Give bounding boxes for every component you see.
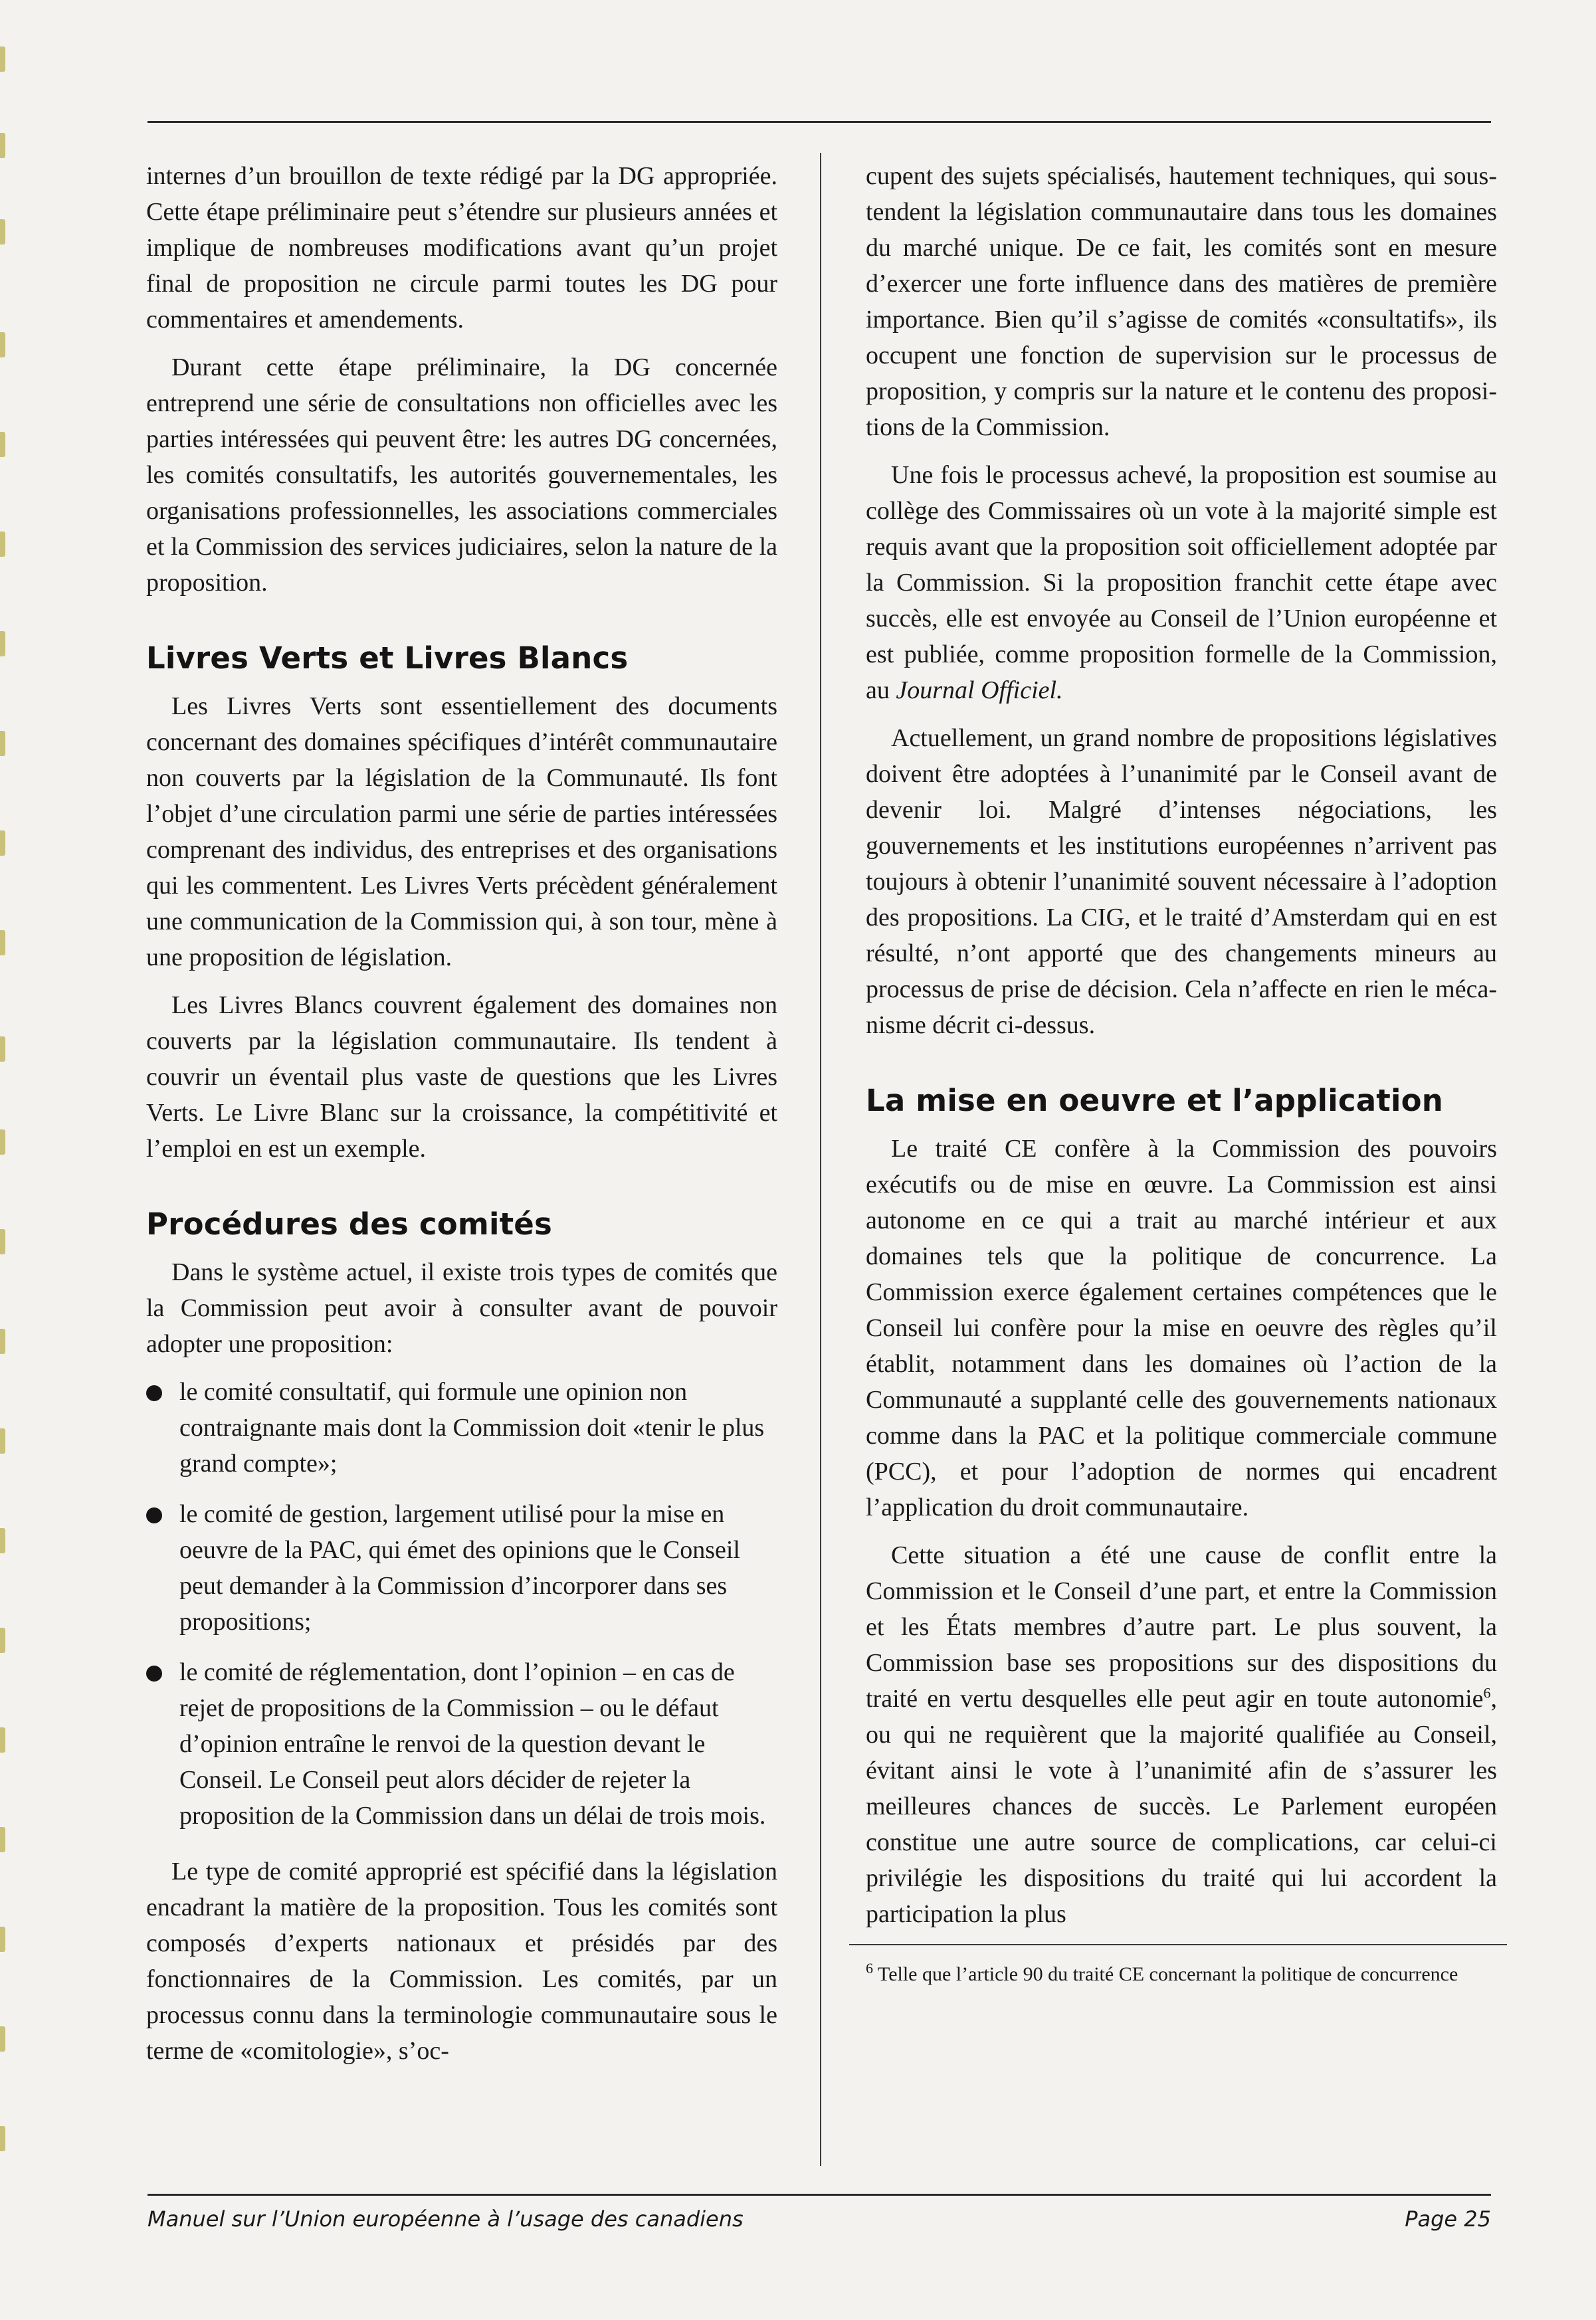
paragraph xyxy=(866,1537,1497,1932)
bullet-icon xyxy=(146,1666,162,1682)
left-column xyxy=(146,158,777,2081)
paragraph: internes d’un brouillon de texte rédigé par la DG appropriée. Cette étape préliminaire peut s’étendre sur plusieurs années et implique de nombreuses modifications avant qu’un projet final de proposition ne circule parmi toutes les DG pour commentaires et amendements. xyxy=(146,162,777,334)
paragraph: Dans le système actuel, il existe trois types de comités que la Commission peut avoir à consulter avant de pouvoir adopter une proposition: xyxy=(146,1258,777,1358)
page-number: Page 25 xyxy=(1405,2206,1491,2232)
paragraph-text: Une fois le processus achevé, la proposition est soumise au collège des Commissaires où un vote à la majorité simple est requis avant que la proposition soit officiellement adoptée par la Commission. Si la proposition franchit cette étape avec succès, elle est envoyée au Conseil de l’Union européenne et est publiée, comme proposition formelle de la Commission, au xyxy=(866,461,1497,704)
paragraph: Les Livres Blancs couvrent également des domaines non couverts par la législation communautaire. Ils tendent à couvrir un éventail plus vaste de questions que les Livres Verts. Le Livre Blanc sur la croissance, la compétitivité et l’emploi en est un exemple. xyxy=(146,991,777,1163)
paragraph xyxy=(866,457,1497,708)
column-divider xyxy=(820,153,821,2166)
heading-mise-en-oeuvre: La mise en oeuvre et l’application xyxy=(866,1083,1443,1118)
footnote-rule xyxy=(849,1944,1507,1945)
list-item xyxy=(146,1654,777,1834)
list-item xyxy=(146,1496,777,1640)
heading-procedures-comites: Procédures des comités xyxy=(146,1207,552,1242)
list-item-text: le comité de réglementation, dont l’opinion – en cas de rejet de propositions de la Commission – ou le défaut d’opinion entraîne le renvoi de la question devant le Conseil. Le Conseil peut alors décider de rejeter la proposition de la Commission dans un délai de trois mois. xyxy=(179,1658,766,1830)
paragraph: Le type de comité approprié est spécifié dans la législation encadrant la matière de la proposition. Tous les comités sont composés d’experts nationaux et présidés par des fonctionnaires de la Commission. Les comités, par un processus connu dans la terminologie communautaire sous le terme de «comitologie», s’oc- xyxy=(146,1858,777,2065)
list-item-text: le comité consultatif, qui formule une opinion non contraignante mais dont la Commission doit «tenir le plus grand compte»; xyxy=(179,1378,765,1478)
paragraph: cupent des sujets spécialisés, hautement techniques, qui sous-tendent la législation communautaire dans tous les domaines du marché unique. De ce fait, les comités sont en mesure d’exercer une forte influence dans des matières de première importance. Bien qu’il s’agisse de comités «consultatifs», ils occupent une fonction de supervision sur le processus de proposition, y compris sur la nature et le contenu des propositions de la Commission. xyxy=(866,162,1497,441)
top-rule xyxy=(148,121,1491,123)
paragraph: Durant cette étape préliminaire, la DG concernée entreprend une série de consultations non officielles avec les parties intéressées qui peuvent être: les autres DG concernées, les comités consultatifs, les autorités gouvernementales, les organisations professionnelles, les associations commerciales et la Commission des services judiciaires, selon la nature de la proposition. xyxy=(146,353,777,597)
paragraph: Le traité CE confère à la Commission des pouvoirs exécutifs ou de mise en œuvre. La Commission est ainsi autonome en ce qui a trait au marché intérieur et aux domaines tels que la politique de concurrence. La Commission exerce également certaines compétences que le Conseil lui confère pour la mise en oeuvre des règles qu’il établit, notamment dans les domaines où l’action de la Communauté a supplanté celle des gouvernements nationaux comme dans la PAC et la politique commerciale commune (PCC), et pour l’adoption de normes qui encadrent l’application du droit communautaire. xyxy=(866,1135,1497,1521)
bullet-icon xyxy=(146,1385,162,1401)
list-item xyxy=(146,1374,777,1482)
binding-marks xyxy=(0,0,9,2320)
footnote xyxy=(866,1960,1497,1989)
journal-officiel: Journal Officiel. xyxy=(896,676,1063,704)
paragraph-text: Cette situation a été une cause de conflit entre la Commission et le Conseil d’une part, et entre la Commission et les États membres d’autre part. Le plus souvent, la Commission base ses propositions sur des dispositions du traité en vertu desquelles elle peut agir en toute autonomie xyxy=(866,1541,1497,1713)
right-column xyxy=(866,158,1497,1989)
paragraph-text: , ou qui ne requièrent que la majorité qualifiée au Conseil, évitant ainsi le vote à l’unanimité afin de s’assurer les meilleures chances de succès. Le Parlement européen constitue une autre source de complications, car celui-ci privilégie les dispositions du traité qui lui accordent la participation la plus xyxy=(866,1685,1497,1928)
footnote-number: 6 xyxy=(866,1960,873,1977)
heading-livres-verts: Livres Verts et Livres Blancs xyxy=(146,640,629,676)
footnote-reference: 6 xyxy=(1483,1684,1491,1701)
footnote-text: Telle que l’article 90 du traité CE concernant la politique de concurrence xyxy=(873,1963,1458,1985)
footer-title: Manuel sur l’Union européenne à l’usage des canadiens xyxy=(148,2206,744,2232)
paragraph: Les Livres Verts sont essentiellement des documents concernant des domaines spécifiques d’intérêt communautaire non couverts par la législation de la Communauté. Ils font l’objet d’une circulation parmi une série de parties intéressées comprenant des individus, des entreprises et des organisations qui les commentent. Les Livres Verts précèdent généralement une communication de la Commission qui, à son tour, mène à une proposition de législation. xyxy=(146,692,777,971)
committee-types-list xyxy=(146,1374,777,1834)
bottom-rule xyxy=(148,2194,1491,2196)
list-item-text: le comité de gestion, largement utilisé pour la mise en oeuvre de la PAC, qui émet des opinions que le Conseil peut demander à la Commission d’incorporer dans ses propositions; xyxy=(179,1500,740,1636)
paragraph: Actuellement, un grand nombre de propositions législatives doivent être adoptées à l’unanimité par le Conseil avant de devenir loi. Malgré d’intenses négociations, les gouvernements et les institutions européennes n’arrivent pas toujours à obtenir l’unanimité souvent nécessaire à l’adoption des propositions. La CIG, et le traité d’Amsterdam qui en est résulté, n’ont apporté que des changements mineurs au processus de prise de décision. Cela n’affecte en rien le mécanisme décrit ci-dessus. xyxy=(866,724,1497,1039)
bullet-icon xyxy=(146,1507,162,1523)
